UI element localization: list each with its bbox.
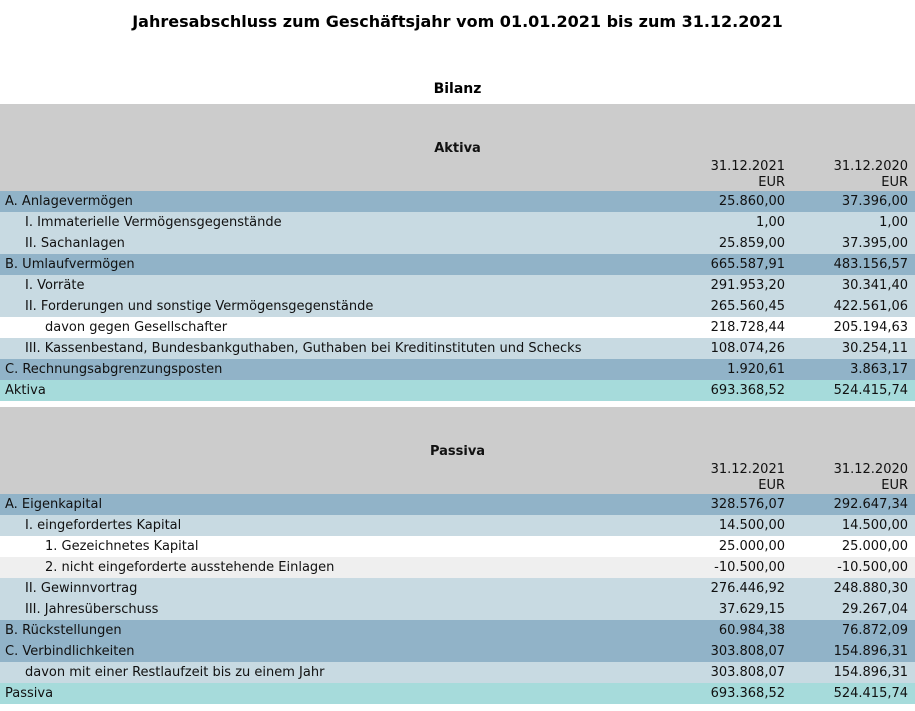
row-label: A. Eigenkapital [0, 494, 670, 515]
row-value-2020: 14.500,00 [792, 515, 915, 536]
table-row [0, 599, 915, 620]
table-row [0, 359, 915, 380]
row-value-2021: 60.984,38 [670, 620, 792, 641]
row-label: I. Immaterielle Vermögensgegenstände [0, 212, 670, 233]
row-value-2020: 3.863,17 [792, 359, 915, 380]
row-value-2021: 265.560,45 [670, 296, 792, 317]
row-value-2020: 29.267,04 [792, 599, 915, 620]
passiva-table [0, 407, 915, 704]
row-label: davon gegen Gesellschafter [0, 317, 670, 338]
row-label: davon mit einer Restlaufzeit bis zu einem Jahr [0, 662, 670, 683]
row-value-2021: 1.920,61 [670, 359, 792, 380]
row-label: II. Forderungen und sonstige Vermögensgegenstände [0, 296, 670, 317]
row-label: B. Rückstellungen [0, 620, 670, 641]
aktiva-table [0, 104, 915, 401]
passiva-col1-date: 31.12.2021 [670, 462, 792, 478]
aktiva-heading: Aktiva [0, 126, 915, 159]
row-value-2021: -10.500,00 [670, 557, 792, 578]
row-value-2021: 25.860,00 [670, 191, 792, 212]
row-label: I. Vorräte [0, 275, 670, 296]
row-value-2021: 303.808,07 [670, 641, 792, 662]
row-value-2021: 328.576,07 [670, 494, 792, 515]
row-value-2020: 76.872,09 [792, 620, 915, 641]
row-value-2021: 276.446,92 [670, 578, 792, 599]
table-row [0, 557, 915, 578]
row-value-2021: 693.368,52 [670, 380, 792, 401]
table-row [0, 515, 915, 536]
row-label: 2. nicht eingeforderte ausstehende Einlagen [0, 557, 670, 578]
table-row [0, 620, 915, 641]
passiva-col1-unit: EUR [670, 478, 792, 494]
row-value-2021: 37.629,15 [670, 599, 792, 620]
table-row [0, 254, 915, 275]
row-value-2020: -10.500,00 [792, 557, 915, 578]
table-row [0, 296, 915, 317]
aktiva-col1-date: 31.12.2021 [670, 159, 792, 175]
row-value-2021: 25.859,00 [670, 233, 792, 254]
aktiva-col1-unit: EUR [670, 175, 792, 191]
row-value-2021: 14.500,00 [670, 515, 792, 536]
row-label: I. eingefordertes Kapital [0, 515, 670, 536]
row-label: II. Gewinnvortrag [0, 578, 670, 599]
row-value-2020: 422.561,06 [792, 296, 915, 317]
row-label: C. Verbindlichkeiten [0, 641, 670, 662]
row-value-2021: 303.808,07 [670, 662, 792, 683]
row-label: III. Jahresüberschuss [0, 599, 670, 620]
row-value-2020: 524.415,74 [792, 683, 915, 704]
row-label: III. Kassenbestand, Bundesbankguthaben, Guthaben bei Kreditinstituten und Schecks [0, 338, 670, 359]
aktiva-col2-date: 31.12.2020 [792, 159, 915, 175]
row-label: A. Anlagevermögen [0, 191, 670, 212]
passiva-col2-date: 31.12.2020 [792, 462, 915, 478]
table-row [0, 641, 915, 662]
row-label: B. Umlaufvermögen [0, 254, 670, 275]
row-label: Aktiva [0, 380, 670, 401]
row-value-2020: 205.194,63 [792, 317, 915, 338]
row-label: 1. Gezeichnetes Kapital [0, 536, 670, 557]
total-row [0, 683, 915, 704]
table-row [0, 338, 915, 359]
table-row [0, 233, 915, 254]
row-value-2020: 483.156,57 [792, 254, 915, 275]
row-label: C. Rechnungsabgrenzungsposten [0, 359, 670, 380]
row-value-2020: 30.341,40 [792, 275, 915, 296]
table-row [0, 191, 915, 212]
row-value-2020: 292.647,34 [792, 494, 915, 515]
row-value-2020: 37.396,00 [792, 191, 915, 212]
passiva-col2-unit: EUR [792, 478, 915, 494]
row-value-2020: 37.395,00 [792, 233, 915, 254]
row-value-2021: 1,00 [670, 212, 792, 233]
row-value-2021: 218.728,44 [670, 317, 792, 338]
row-value-2020: 154.896,31 [792, 641, 915, 662]
table-row [0, 578, 915, 599]
passiva-heading: Passiva [0, 429, 915, 462]
row-value-2020: 524.415,74 [792, 380, 915, 401]
table-row [0, 662, 915, 683]
table-row [0, 275, 915, 296]
row-value-2020: 248.880,30 [792, 578, 915, 599]
table-row [0, 536, 915, 557]
row-label: II. Sachanlagen [0, 233, 670, 254]
table-row [0, 317, 915, 338]
table-row [0, 494, 915, 515]
table-row [0, 212, 915, 233]
aktiva-col2-unit: EUR [792, 175, 915, 191]
row-value-2021: 108.074,26 [670, 338, 792, 359]
row-value-2021: 25.000,00 [670, 536, 792, 557]
row-value-2020: 30.254,11 [792, 338, 915, 359]
row-value-2021: 665.587,91 [670, 254, 792, 275]
row-value-2020: 154.896,31 [792, 662, 915, 683]
row-value-2021: 291.953,20 [670, 275, 792, 296]
total-row [0, 380, 915, 401]
row-value-2020: 25.000,00 [792, 536, 915, 557]
row-value-2021: 693.368,52 [670, 683, 792, 704]
row-label: Passiva [0, 683, 670, 704]
section-title-bilanz: Bilanz [433, 81, 482, 97]
row-value-2020: 1,00 [792, 212, 915, 233]
document-title: Jahresabschluss zum Geschäftsjahr vom 01.01.2021 bis zum 31.12.2021 [132, 12, 783, 31]
